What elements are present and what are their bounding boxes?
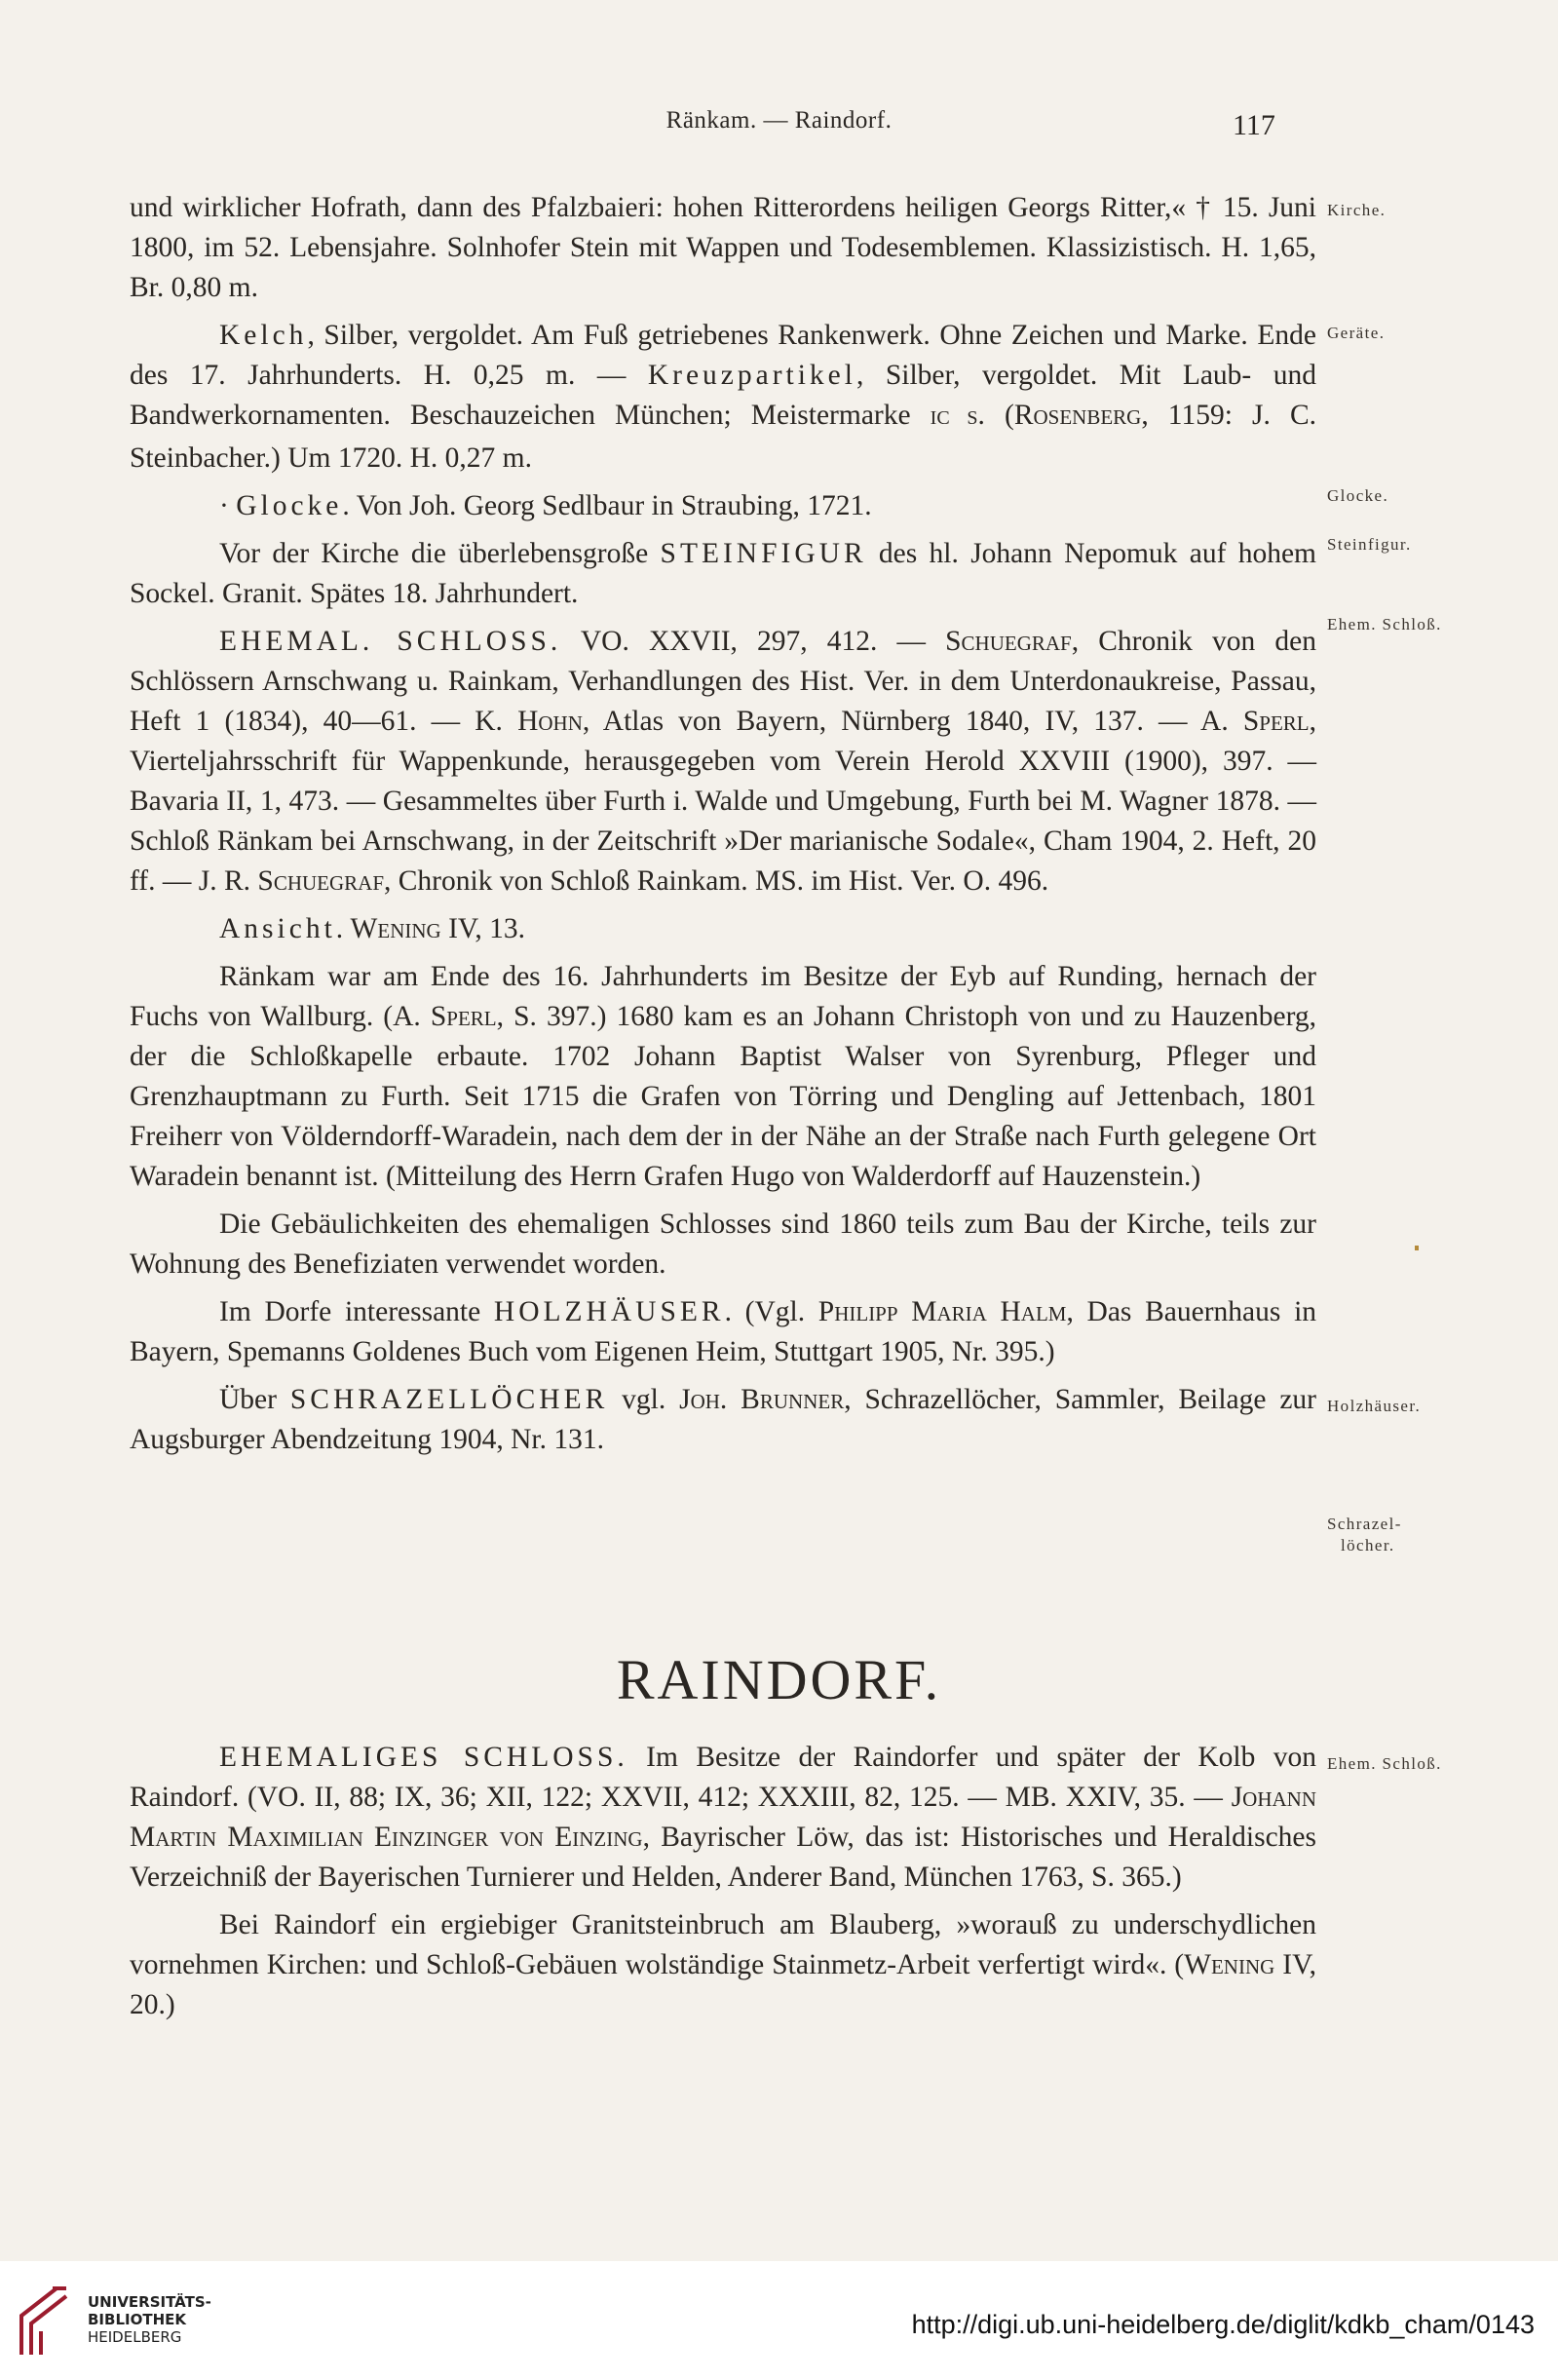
margin-note-geraete: Geräte. <box>1327 324 1386 342</box>
ink-speck <box>1415 1246 1419 1250</box>
library-logo-icon <box>14 2283 74 2361</box>
paragraph: Ränkam war am Ende des 16. Jahrhunderts im Besitze der Eyb auf Runding, hernach der Fuchs von Wallburg. (A. Sperl, S. 397.) 1680 kam es an Johann Christoph von und zu Hauzenberg, der die Schloßkapelle erbaute. 1702 Johann Baptist Walser von Syrenburg, Pfleger und Grenzhauptmann zu Furth. Seit 1715 die Grafen von Törring und Dengling auf Jettenbach, 1801 Freiherr von Völderndorff-Waradein, nach dem der in der Nähe an der Straße nach Furth gelegene Ort Waradein benannt ist. (Mitteilung des Herrn Grafen Hugo von Walderdorff auf Hauzenstein.) <box>130 961 1316 1192</box>
margin-note-holzhaeuser: Holzhäuser. <box>1327 1397 1422 1415</box>
running-title: Ränkam. — Raindorf. <box>665 107 893 134</box>
margin-note-ehem-schloss-raindorf: Ehem. Schloß. <box>1327 1754 1442 1773</box>
page-number: 117 <box>1233 109 1275 141</box>
paragraph: Im Dorfe interessante HOLZHÄUSER. (Vgl. Philipp Maria Halm, Das Bauernhaus in Bayern, Spemanns Goldenes Buch vom Eigenen Heim, Stuttgart 1905, Nr. 395.) <box>130 1296 1317 1367</box>
text-block-upper <box>130 188 1316 1468</box>
margin-note-schrazel: Schrazel- löcher. <box>1327 1515 1402 1555</box>
paragraph: und wirklicher Hofrath, dann des Pfalzbaieri: hohen Ritterordens heiligen Georgs Ritter,« † 15. Juni 1800, im 52. Lebensjahre. Solnhofer Stein mit Wappen und Todesemblemen. Klassizistisch. H. 1,65, Br. 0,80 m. <box>130 192 1316 303</box>
text-block-raindorf <box>130 1738 1316 2033</box>
paragraph: Die Gebäulichkeiten des ehemaligen Schlosses sind 1860 teils zum Bau der Kirche, teils zur Wohnung des Benefiziaten verwendet worden. <box>130 1209 1316 1280</box>
margin-note-ehem-schloss: Ehem. Schloß. <box>1327 615 1442 633</box>
paragraph: Ansicht. Wening IV, 13. <box>219 913 526 944</box>
meistermarke: IC S <box>930 407 978 429</box>
section-title: RAINDORF. <box>616 1648 942 1711</box>
paragraph: Kelch, Silber, vergoldet. Am Fuß getriebenes Rankenwerk. Ohne Zeichen und Marke. Ende des 17. Jahrhunderts. H. 0,25 m. — Kreuzpartikel, Silber, vergoldet. Mit Laub- und Bandwerkornamenten. Beschauzeichen München; Meistermarke IC S. (Rosenberg, 1159: J. C. Steinbacher.) Um 1720. H. 0,27 m. <box>130 320 1316 474</box>
paragraph: EHEMALIGES SCHLOSS. Im Besitze der Raindorfer und später der Kolb von Raindorf. (VO. II, 88; IX, 36; XII, 122; XXVII, 412; XXXIII, 82, 125. — MB. XXIV, 35. — Johann Martin Maximilian Einzinger von Einzing, Bayrischer Löw, das ist: Historisches und Heraldisches Verzeichniß der Bayerischen Turnierer und Helden, Anderer Band, München 1763, S. 365.) <box>130 1742 1316 1893</box>
paragraph: Über SCHRAZELLÖCHER vgl. Joh. Brunner, Schrazellöcher, Sammler, Beilage zur Augsburger Abendzeitung 1904, Nr. 131. <box>130 1384 1316 1455</box>
permalink-url[interactable]: http://digi.ub.uni-heidelberg.de/diglit/kdkb_cham/0143 <box>911 2310 1535 2339</box>
paragraph: · Glocke. Von Joh. Georg Sedlbaur in Straubing, 1721. <box>219 490 872 521</box>
margin-note-steinfigur: Steinfigur. <box>1327 535 1412 554</box>
paragraph: Vor der Kirche die überlebensgroße STEINFIGUR des hl. Johann Nepomuk auf hohem Sockel. Granit. Spätes 18. Jahrhundert. <box>130 538 1316 609</box>
paragraph: EHEMAL. SCHLOSS. VO. XXVII, 297, 412. — Schuegraf, Chronik von den Schlössern Arnschwang u. Rainkam, Verhandlungen des Hist. Ver. in dem Unterdonaukreise, Passau, Heft 1 (1834), 40—61. — K. Hohn, Atlas von Bayern, Nürnberg 1840, IV, 137. — A. Sperl, Vierteljahrsschrift für Wappenkunde, herausgegeben vom Verein Herold XXVIII (1900), 397. — Bavaria II, 1, 473. — Gesammeltes über Furth i. Walde und Umgebung, Furth bei M. Wagner 1878. — Schloß Ränkam bei Arnschwang, in der Zeitschrift »Der marianische Sodale«, Cham 1904, 2. Heft, 20 ff. — J. R. Schuegraf, Chronik von Schloß Rainkam. MS. im Hist. Ver. O. 496. <box>130 626 1317 897</box>
library-name[interactable]: UNIVERSITÄTS- BIBLIOTHEK HEIDELBERG <box>88 2293 211 2346</box>
margin-note-kirche: Kirche. <box>1327 201 1387 219</box>
paragraph: Bei Raindorf ein ergiebiger Granitsteinbruch am Blauberg, »worauß zu underschydlichen vornehmen Kirchen: und Schloß-Gebäuen wolständige Stainmetz-Arbeit verfertigt wird«. (Wening IV, 20.) <box>130 1909 1316 2020</box>
margin-note-glocke: Glocke. <box>1327 486 1389 505</box>
